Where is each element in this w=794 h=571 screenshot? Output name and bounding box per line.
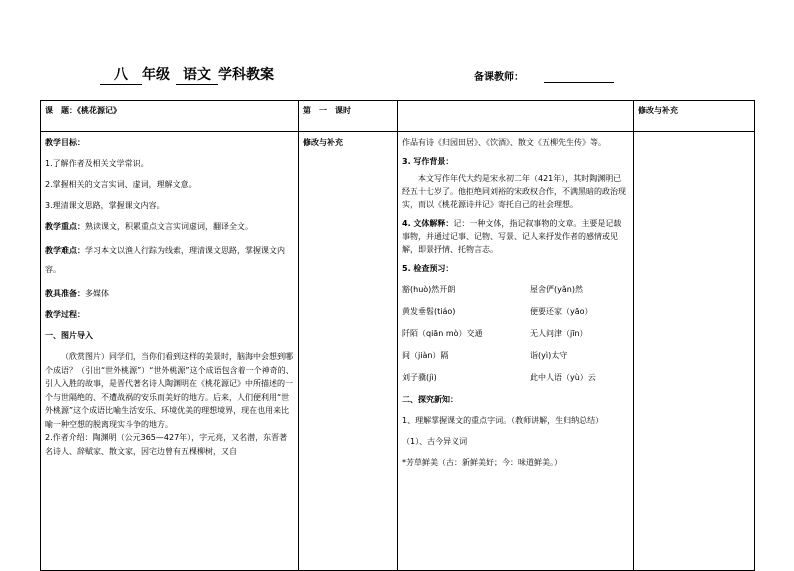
genre-title: 4. 文体解释： [402, 219, 454, 228]
vocab-item: 刘子骥(jì) [402, 373, 437, 382]
plan-label: 学科教案 [218, 67, 274, 83]
vocab-row [402, 345, 629, 367]
right-content-cell [398, 132, 634, 571]
vocab-item: 豁(huò)然开朗 [402, 285, 456, 294]
empty-header-cell [398, 101, 634, 132]
vocab-item: 阡陌（qiān mò）交通 [402, 329, 483, 338]
background-title: 3. 写作背景： [402, 157, 454, 166]
preview-title: 5. 检查预习： [402, 264, 454, 273]
vocab-item: 无人问津（jīn） [530, 329, 588, 338]
vocab-row [402, 279, 629, 301]
grade-label: 年级 [142, 67, 170, 83]
process-title: 教学过程： [45, 310, 85, 319]
vocab-row [402, 367, 629, 389]
teacher-label: 备课教师： [474, 72, 524, 83]
key-title: 教学重点： [45, 222, 85, 231]
tools-text: 多媒体 [85, 289, 109, 298]
teacher-field [474, 68, 614, 83]
step1-text: 1、理解掌握课文的重点字词。（教师讲解，生归纳总结） [402, 416, 604, 425]
vocab-item: 诣(yì)太守 [530, 351, 568, 360]
vocab-item: 此中人语（yù）云 [530, 373, 596, 382]
tools-title: 教具准备： [45, 289, 85, 298]
section1-title: 一、图片导入 [45, 331, 93, 340]
lesson-cell: 第 一 课时 [299, 101, 398, 132]
teacher-blank [544, 82, 614, 83]
goal-item: 2.掌握相关的文言实词、虚词，理解文意。 [45, 180, 197, 189]
key-text: 熟读课文，积累重点文言实词虚词，翻译全文。 [85, 222, 253, 231]
background-text: 本文写作年代大约是宋永初二年（421年），其时陶渊明已经五十七岁了。他拒绝同刘裕的宋政权合作，不满黑暗的政治现实，而以《桃花源诗并记》寄托自己的社会理想。 [402, 174, 626, 209]
table-content-row [41, 132, 755, 571]
difficult-text: 学习本文以渔人行踪为线索，理清课文思路，掌握课文内容。 [45, 246, 285, 274]
revise-content-cell [634, 132, 755, 571]
revise-header-cell: 修改与补充 [634, 101, 755, 132]
vocab-row [402, 323, 629, 345]
document-title [100, 64, 274, 85]
works-text: 作品有诗《归园田居》、《饮酒》、散文《五柳先生传》等。 [402, 138, 606, 147]
vocab-item: 间（jiàn）隔 [402, 351, 449, 360]
author-text: 2.作者介绍：陶渊明（公元365—427年），字元亮，又名潜，东晋著名诗人、辞赋家、散文家，因宅边曾有五棵柳树，又自 [45, 433, 288, 456]
grade-value: 八 [100, 64, 142, 85]
vocab-row [402, 301, 629, 323]
goals-title: 教学目标： [45, 138, 85, 147]
middle-content-cell [299, 132, 398, 571]
table-header-row [41, 101, 755, 132]
genre-text: 记：一种文体，指记叙事物的文章。主要是记载事物，并通过记事、记物、写景、记人来抒发作者的感情或见解，即景抒情、托物言志。 [402, 219, 622, 254]
difficult-title: 教学难点： [45, 246, 85, 255]
goal-item: 1.了解作者及相关文学常识。 [45, 159, 149, 168]
section2-title: 二、探究新知： [402, 395, 458, 404]
subject-value: 语文 [176, 64, 218, 85]
left-content-cell [41, 132, 299, 571]
vocab-item: 屋舍俨(yǎn)然 [530, 285, 583, 294]
topic-cell: 课 题：《桃花源记》 [41, 101, 299, 132]
step1-sub: （1）、古今异义词 [402, 437, 468, 446]
vocab-item: 便要还家（yāo） [530, 307, 593, 316]
example-text: *芳草鲜美（古：新鲜美好；今：味道鲜美。） [402, 458, 562, 467]
goal-item: 3.理清课文思路，掌握课文内容。 [45, 201, 165, 210]
intro-text: （欣赏图片）同学们，当你们看到这样的美景时，脑海中会想到哪个成语？（引出“世外桃源”）“世外桃源”这个成语包含着一个神奇的、引人入胜的故事，是晋代著名诗人陶渊明在《桃花源记》中所描述的一个与世隔绝的、不遭战祸的安乐而美好的地方。后来，人们便利用“世外桃源”这个成语比喻生活安乐、环境优美的理想境界，现在也用来比喻一种空想的脱离现实斗争的地方。 [45, 352, 294, 429]
vocab-item: 黄发垂髫(tiáo) [402, 307, 456, 316]
revise-mid-label: 修改与补充 [303, 138, 343, 147]
lesson-plan-table [40, 100, 755, 571]
